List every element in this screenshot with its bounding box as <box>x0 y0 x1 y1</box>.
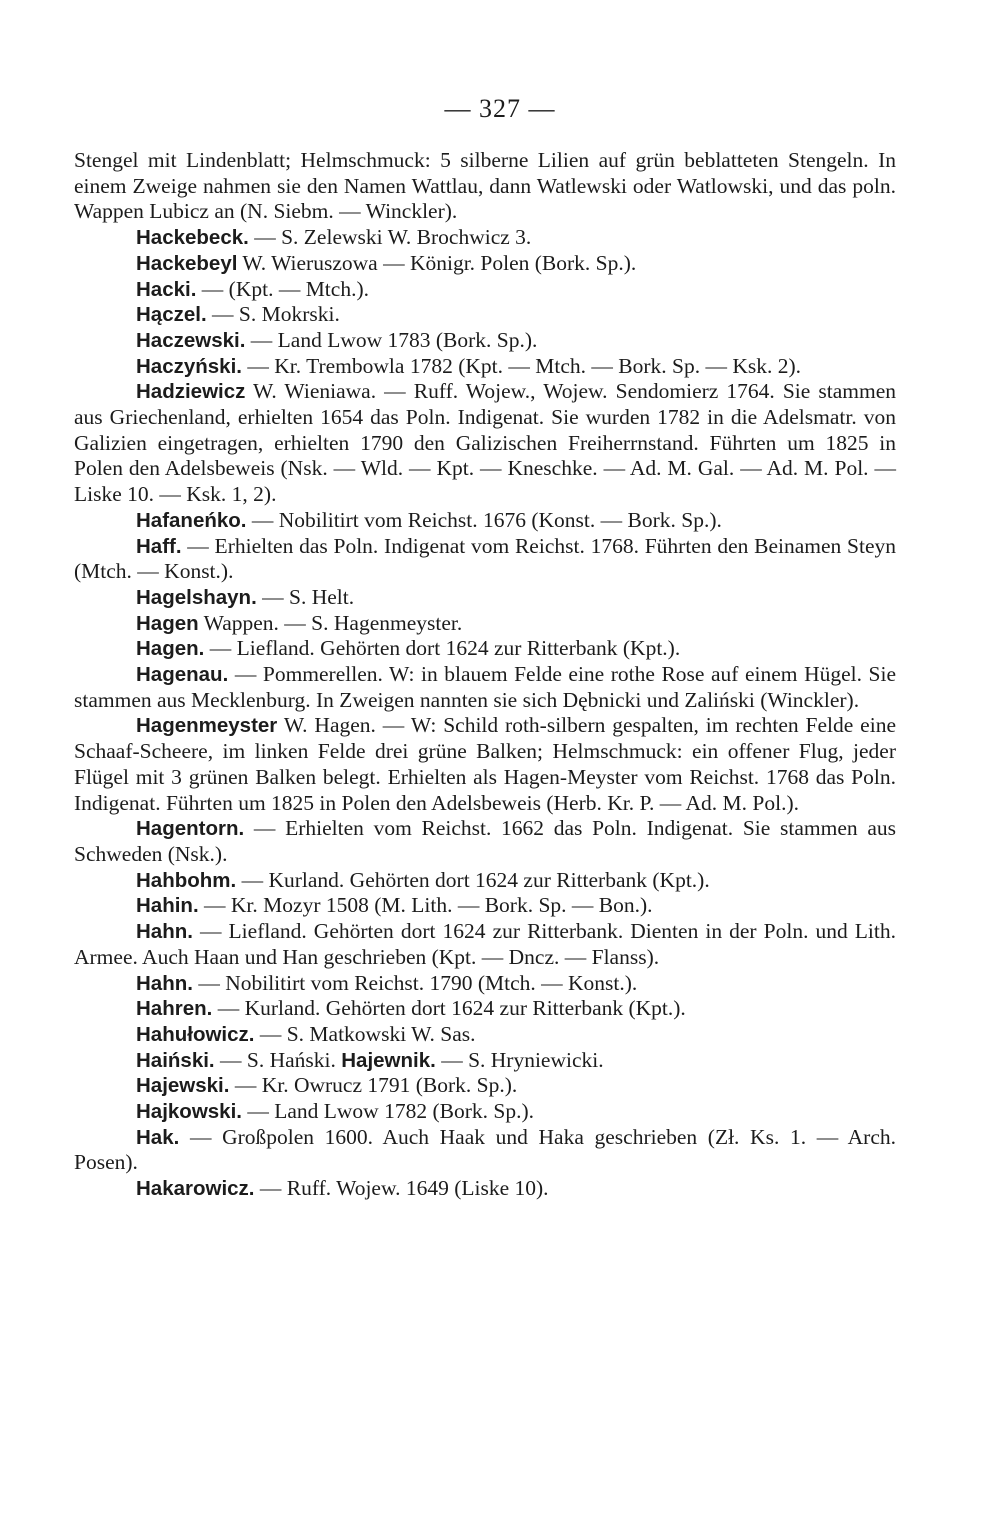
headword: Hajkowski. <box>136 1100 242 1124</box>
headword: Hahin. <box>136 894 199 918</box>
entry-text: Wappen. — S. Hagenmeyster. <box>198 610 463 635</box>
entry-text: — S. Helt. <box>256 584 355 609</box>
entry-text: — Ruff. Wojew. 1649 (Liske 10). <box>254 1176 549 1201</box>
headword: Hacki. <box>136 277 197 301</box>
entry-hacki <box>74 277 896 303</box>
entry-text: — (Kpt. — Mtch.). <box>196 276 369 301</box>
entry-text: — S. Mokrski. <box>206 302 340 327</box>
headword: Hagentorn. <box>136 817 245 841</box>
headword: Hackebeyl <box>136 251 238 275</box>
entry-hackebeck <box>74 225 896 251</box>
entry-hainski-hajewnik <box>74 1048 896 1074</box>
entry-text: — Liefland. Gehörten dort 1624 zur Ritterbank (Kpt.). <box>204 636 681 661</box>
headword: Hajewski. <box>136 1074 230 1098</box>
headword: Hackebeck. <box>136 226 249 250</box>
entry-hajkowski <box>74 1099 896 1125</box>
entry-text: — Erhielten vom Reichst. 1662 das Poln. Indigenat. Sie stammen aus Schweden (Nsk.). <box>74 816 896 866</box>
entry-hahbohm <box>74 868 896 894</box>
headword: Hagen. <box>136 637 205 661</box>
headword: Hagelshayn. <box>136 585 257 609</box>
entry-text: — Nobilitirt vom Reichst. 1676 (Konst. — Bork. Sp.). <box>246 507 722 532</box>
entry-text: — Kr. Mozyr 1508 (M. Lith. — Bork. Sp. — Bon.). <box>198 893 653 918</box>
entry-text: W. Wieniawa. — Ruff. Wojew., Wojew. Sendomierz 1764. Sie stammen aus Griechenland, erhielten 1654 das Poln. Indigenat. Sie wurden 1782 in die Adelsmatr. von Galizien eingetragen, erhielten 1790 den Galizischen Freiherrnstand. Führten um 1825 in Polen den Adelsbeweis (Nsk. — Wld. — Kpt. — Kneschke. — Ad. M. Gal. — Ad. M. Pol. — Liske 10. — Ksk. 1, 2). <box>74 379 896 507</box>
headword: Haczewski. <box>136 328 246 352</box>
entry-hagenmeyster <box>74 713 896 816</box>
entry-hahulowicz <box>74 1022 896 1048</box>
entry-hahin <box>74 893 896 919</box>
entry-text: — S. Matkowski W. Sas. <box>254 1021 476 1046</box>
headword: Hahułowicz. <box>136 1022 255 1046</box>
continuation-paragraph: Stengel mit Lindenblatt; Helmschmuck: 5 silberne Lilien auf grün beblatteten Stengeln. In einem Zweige nahmen sie den Namen Wattlau, dann Watlewski oder Watlowski, und das poln. Wappen Lubicz an (N. Siebm. — Winckler). <box>74 148 896 224</box>
entry-haff <box>74 534 896 585</box>
entry-hagentorn <box>74 816 896 867</box>
entry-text: — Land Lwow 1783 (Bork. Sp.). <box>245 327 538 352</box>
entry-hadziewicz <box>74 379 896 508</box>
entry-hakarowicz <box>74 1176 896 1202</box>
entry-hahn-liefland <box>74 919 896 970</box>
entry-text: — Nobilitirt vom Reichst. 1790 (Mtch. — Konst.). <box>192 970 638 995</box>
entry-hahren <box>74 996 896 1022</box>
entry-text: — Land Lwow 1782 (Bork. Sp.). <box>241 1099 534 1124</box>
entry-hagenau <box>74 662 896 713</box>
entry-text: — Liefland. Gehörten dort 1624 zur Ritterbank. Dienten in der Poln. und Lith. Armee. Auch Haan und Han geschrieben (Kpt. — Dncz. — Flanss). <box>74 919 896 969</box>
entry-text: — Erhielten das Poln. Indigenat vom Reichst. 1768. Führten den Beinamen Steyn (Mtch. — Konst.). <box>74 533 896 584</box>
headword: Haiński. <box>136 1048 215 1072</box>
entry-text: W. Hagen. — W: Schild roth-silbern gespalten, im rechten Felde eine Schaaf-Scheere, im linken Felde drei grüne Balken; Helmschmuck: ein offener Flug, jeder Flügel mit 3 grünen Balken belegt. Erhielten als Hagen-Meyster vom Reichst. 1768 das Poln. Indigenat. Führten um 1825 in Polen den Adelsbeweis (Herb. Kr. P. — Ad. M. Pol.). <box>74 713 896 815</box>
headword: Hadziewicz <box>136 380 246 404</box>
entry-text: — Kr. Trembowla 1782 (Kpt. — Mtch. — Bork. Sp. — Ksk. 2). <box>241 353 801 378</box>
headword: Hagenau. <box>136 663 229 687</box>
entry-text: — Kurland. Gehörten dort 1624 zur Ritterbank (Kpt.). <box>236 867 710 892</box>
entry-hagen-wappen <box>74 611 896 637</box>
headword: Hagen <box>136 611 199 635</box>
headword: Hakarowicz. <box>136 1177 255 1201</box>
entry-text: — S. Zelewski W. Brochwicz 3. <box>248 225 532 250</box>
headword: Hahn. <box>136 920 193 944</box>
entry-text: — S. Hański. <box>214 1047 342 1072</box>
entry-text: — Großpolen 1600. Auch Haak und Haka geschrieben (Zł. Ks. 1. — Arch. Posen). <box>74 1124 896 1175</box>
headword: Haff. <box>136 534 182 558</box>
entry-hajewski <box>74 1073 896 1099</box>
headword: Hak. <box>136 1125 180 1149</box>
dictionary-text <box>74 148 896 1202</box>
entry-haczel <box>74 302 896 328</box>
headword: Hafaneńko. <box>136 508 247 532</box>
page-number: — 327 — <box>444 94 556 123</box>
headword: Hahbohm. <box>136 868 237 892</box>
entry-text-second: — S. Hryniewicki. <box>435 1047 604 1072</box>
entry-text: — Kr. Owrucz 1791 (Bork. Sp.). <box>229 1073 518 1098</box>
entry-hagen <box>74 636 896 662</box>
entry-hahn-nobilitirt <box>74 971 896 997</box>
headword: Hączel. <box>136 303 207 327</box>
entry-hafanenko <box>74 508 896 534</box>
entry-haczynski <box>74 354 896 380</box>
entry-text: W. Wieruszowa — Königr. Polen (Bork. Sp.). <box>237 250 637 275</box>
headword-second: Hajewnik. <box>341 1048 436 1072</box>
headword: Hahren. <box>136 997 213 1021</box>
headword: Hagenmeyster <box>136 714 278 738</box>
entry-hagelshayn <box>74 585 896 611</box>
headword: Hahn. <box>136 971 193 995</box>
entry-haczewski <box>74 328 896 354</box>
entry-text: — Pommerellen. W: in blauem Felde eine rothe Rose auf einem Hügel. Sie stammen aus Mecklenburg. In Zweigen nannten sie sich Dębnicki und Zaliński (Winckler). <box>74 662 896 712</box>
entry-text: — Kurland. Gehörten dort 1624 zur Ritterbank (Kpt.). <box>212 996 686 1021</box>
entry-hackebeyl <box>74 251 896 277</box>
headword: Haczyński. <box>136 354 242 378</box>
entry-hak <box>74 1125 896 1176</box>
